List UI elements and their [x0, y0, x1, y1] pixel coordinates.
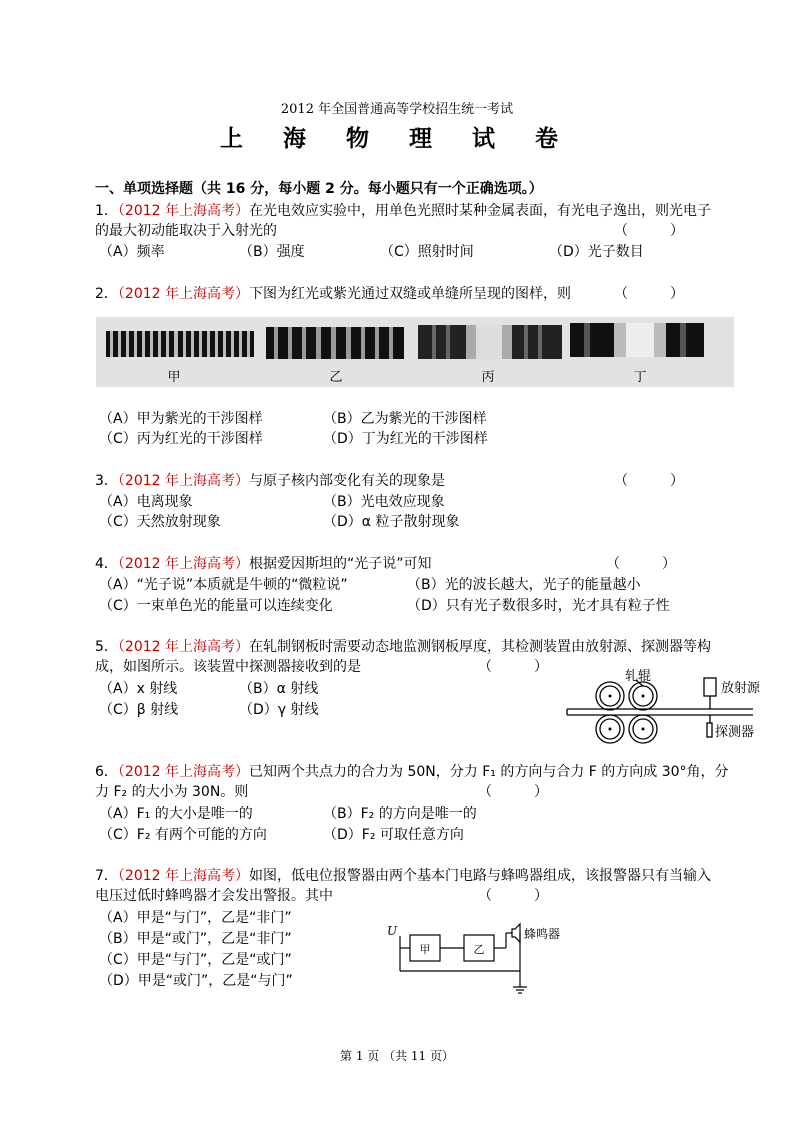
option-a: （A）甲为紫光的干涉图样: [99, 411, 263, 427]
option-d: （D）丁为红光的干涉图样: [323, 431, 488, 447]
question-1-stem-cont: 的最大初动能取决于入射光的: [95, 223, 277, 239]
question-source: （2012 年上海高考）: [117, 868, 250, 884]
label-ding: 丁: [633, 370, 647, 385]
option-a: （A）频率: [99, 244, 165, 260]
question-1-stem: 1．（2012 年上海高考）在光电效应实验中，用单色光照时某种金属表面，有光电子逸出，则光电子: [95, 203, 712, 219]
option-d: （D）α 粒子散射现象: [323, 514, 460, 530]
answer-paren: （ ）: [614, 223, 684, 239]
option-c: （C）F₂ 有两个可能的方向: [99, 827, 267, 843]
question-source: （2012 年上海高考）: [117, 203, 250, 219]
steel-rolling-figure: [563, 668, 773, 750]
question-6-stem: 6．（2012 年上海高考）已知两个共点力的合力为 50N，分力 F₁ 的方向与合力 F 的方向成 30°角，分: [95, 764, 729, 780]
option-c: （C）甲是“与门”，乙是“或门”: [99, 952, 292, 968]
section-heading: 一、单项选择题（共 16 分，每小题 2 分。每小题只有一个正确选项。）: [95, 181, 543, 197]
option-b: （B）F₂ 的方向是唯一的: [323, 806, 477, 822]
label-source: 放射源: [721, 681, 761, 696]
label-yi: 乙: [329, 370, 343, 385]
option-b: （B）强度: [239, 244, 305, 260]
question-source: （2012 年上海高考）: [117, 556, 250, 572]
label-jia: 甲: [167, 370, 181, 385]
option-c: （C）丙为红光的干涉图样: [99, 431, 263, 447]
answer-paren: （ ）: [614, 286, 684, 302]
label-gate-jia: 甲: [419, 943, 431, 956]
question-7-stem-cont: 电压过低时蜂鸣器才会发出警报。其中: [95, 888, 333, 904]
option-d: （D）只有光子数很多时，光才具有粒子性: [407, 598, 670, 614]
question-2-stem: 2．（2012 年上海高考）下图为红光或紫光通过双缝或单缝所呈现的图样，则: [95, 286, 572, 302]
page-footer: 第 1 页 （共 11 页）: [340, 1049, 454, 1063]
question-source: （2012 年上海高考）: [117, 286, 250, 302]
label-rollers: 轧辊: [625, 669, 652, 684]
option-a: （A）“光子说”本质就是牛顿的“微粒说”: [99, 577, 348, 593]
question-5-stem: 5．（2012 年上海高考）在轧制钢板时需要动态地监测钢板厚度，其检测装置由放射源、探测器等构: [95, 639, 712, 655]
label-detector: 探测器: [715, 725, 755, 740]
option-b: （B）甲是“或门”，乙是“非门”: [99, 931, 292, 947]
answer-paren: （ ）: [606, 556, 676, 572]
option-a: （A）F₁ 的大小是唯一的: [99, 806, 253, 822]
option-a: （A）电离现象: [99, 494, 193, 510]
option-d: （D）F₂ 可取任意方向: [323, 827, 464, 843]
option-c: （C）β 射线: [99, 702, 179, 718]
question-4-stem: 4．（2012 年上海高考）根据爱因斯坦的“光子说”可知: [95, 556, 432, 572]
page-title: 上 海 物 理 试 卷: [219, 125, 575, 152]
option-c: （C）天然放射现象: [99, 514, 221, 530]
option-b: （B）光的波长越大，光子的能量越小: [407, 577, 641, 593]
answer-paren: （ ）: [478, 659, 548, 675]
option-b: （B）α 射线: [239, 681, 319, 697]
question-5-stem-cont: 成，如图所示。该装置中探测器接收到的是: [95, 659, 361, 675]
alarm-circuit-figure: [382, 921, 582, 999]
label-u: U: [387, 924, 398, 938]
question-7-stem: 7．（2012 年上海高考）如图，低电位报警器由两个基本门电路与蜂鸣器组成，该报警器只有当输入: [95, 868, 712, 884]
exam-header: 2012 年全国普通高等学校招生统一考试: [280, 102, 514, 117]
label-bing: 丙: [481, 370, 495, 385]
interference-patterns-figure: [96, 317, 734, 387]
label-buzzer: 蜂鸣器: [524, 927, 561, 941]
question-6-stem-cont: 力 F₂ 的大小为 30N。则: [95, 784, 249, 800]
question-3-stem: 3．（2012 年上海高考）与原子核内部变化有关的现象是: [95, 473, 446, 489]
pattern-yi: [266, 327, 404, 359]
option-d: （D）光子数目: [549, 244, 644, 260]
pattern-ding: [570, 323, 704, 357]
option-c: （C）一束单色光的能量可以连续变化: [99, 598, 333, 614]
label-gate-yi: 乙: [473, 943, 485, 956]
option-c: （C）照射时间: [380, 244, 474, 260]
answer-paren: （ ）: [478, 784, 548, 800]
question-source: （2012 年上海高考）: [117, 639, 250, 655]
option-a: （A）x 射线: [99, 681, 178, 697]
option-d: （D）甲是“或门”，乙是“与门”: [99, 973, 293, 989]
pattern-jia: [106, 331, 254, 357]
option-b: （B）光电效应现象: [323, 494, 445, 510]
question-source: （2012 年上海高考）: [117, 473, 250, 489]
option-d: （D）γ 射线: [239, 702, 319, 718]
question-source: （2012 年上海高考）: [117, 764, 250, 780]
answer-paren: （ ）: [478, 888, 548, 904]
pattern-bing: [418, 325, 562, 359]
option-b: （B）乙为紫光的干涉图样: [323, 411, 487, 427]
answer-paren: （ ）: [614, 473, 684, 489]
option-a: （A）甲是“与门”，乙是“非门”: [99, 910, 292, 926]
